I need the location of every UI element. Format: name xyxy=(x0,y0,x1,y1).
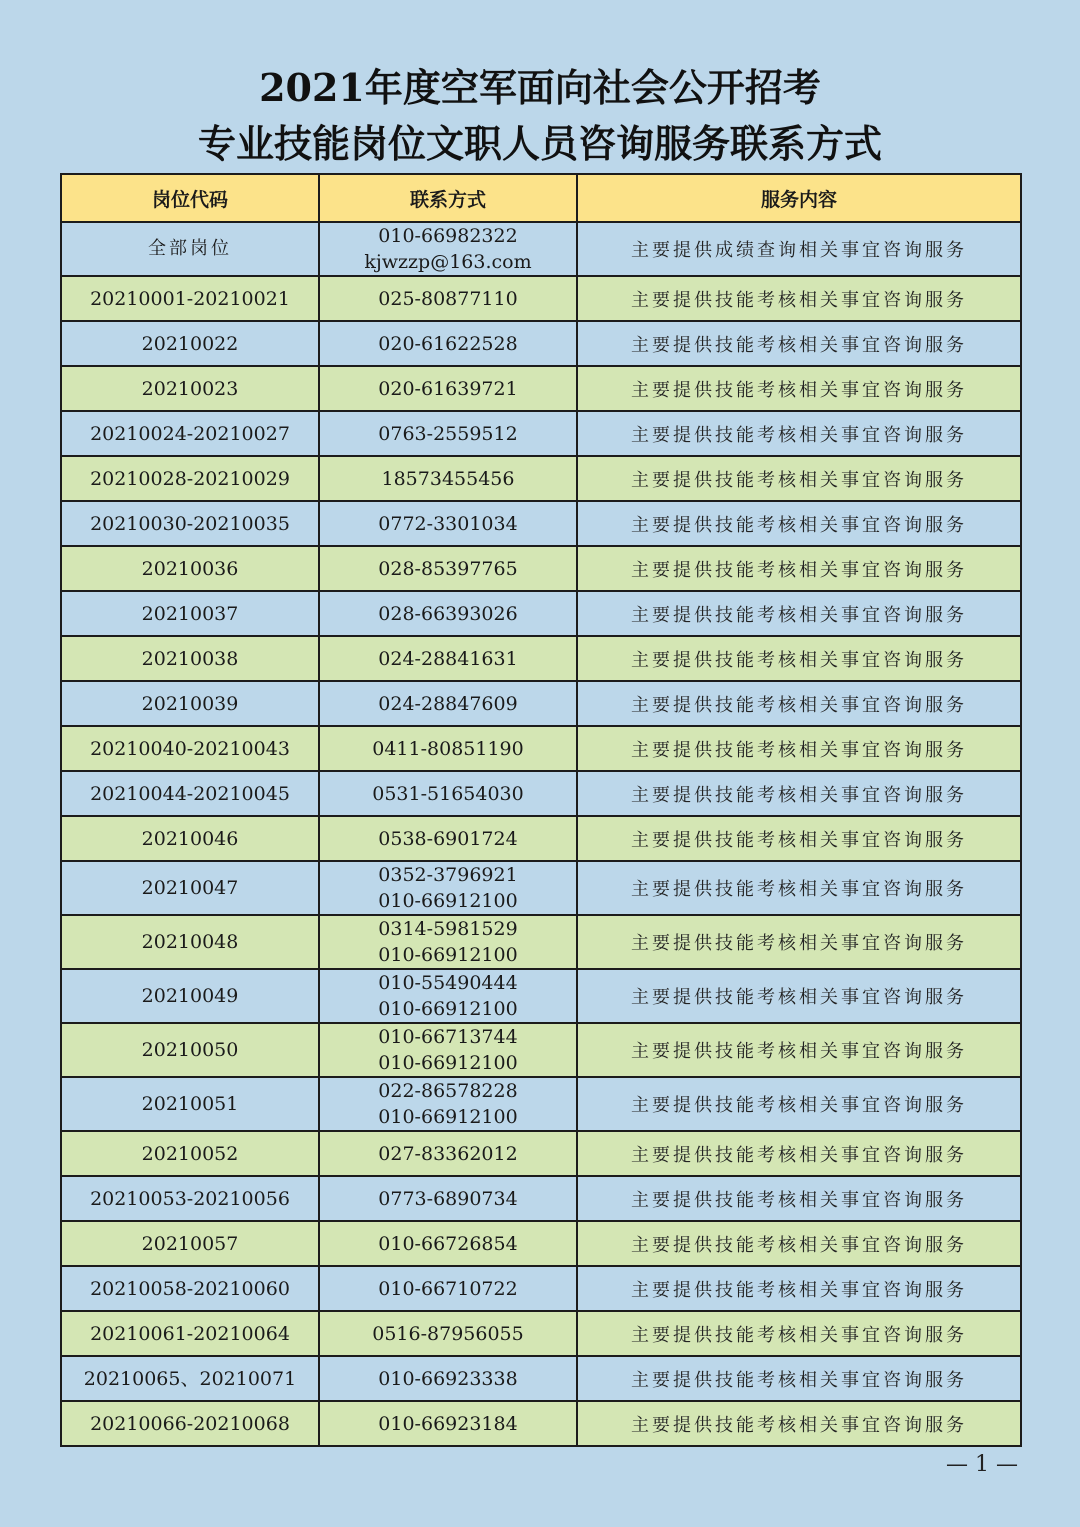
contact-phone: 024-28841631 xyxy=(378,647,518,670)
contact-cell xyxy=(319,681,577,726)
contact-cell xyxy=(319,1131,577,1176)
table-row xyxy=(61,1221,1021,1266)
contact-phone: 010-66982322 xyxy=(378,225,518,247)
contact-phone: 024-28847609 xyxy=(378,692,518,715)
contact-cell xyxy=(319,366,577,411)
table-row xyxy=(61,816,1021,861)
position-code-cell: 20210039 xyxy=(61,681,319,726)
contact-phone: 0538-6901724 xyxy=(378,827,518,850)
position-code-cell: 20210036 xyxy=(61,546,319,591)
contact-cell xyxy=(319,1176,577,1221)
table-row xyxy=(61,1077,1021,1131)
position-code-cell: 20210052 xyxy=(61,1131,319,1176)
table-row xyxy=(61,681,1021,726)
service-cell: 主要提供技能考核相关事宜咨询服务 xyxy=(577,771,1021,816)
table-row xyxy=(61,591,1021,636)
service-cell: 主要提供技能考核相关事宜咨询服务 xyxy=(577,1077,1021,1131)
contact-phone: 027-83362012 xyxy=(378,1142,518,1165)
contact-phone: 010-66912100 xyxy=(378,1106,518,1128)
table-row xyxy=(61,915,1021,969)
service-cell: 主要提供技能考核相关事宜咨询服务 xyxy=(577,816,1021,861)
contact-phone: 0773-6890734 xyxy=(378,1187,518,1210)
contact-phone: 010-66912100 xyxy=(378,944,518,966)
service-cell: 主要提供技能考核相关事宜咨询服务 xyxy=(577,636,1021,681)
position-code-cell: 20210030-20210035 xyxy=(61,501,319,546)
position-code-cell: 20210058-20210060 xyxy=(61,1266,319,1311)
service-cell: 主要提供技能考核相关事宜咨询服务 xyxy=(577,591,1021,636)
header-service: 服务内容 xyxy=(577,174,1021,222)
position-code-cell: 20210065、20210071 xyxy=(61,1356,319,1401)
table-row xyxy=(61,969,1021,1023)
table-row xyxy=(61,771,1021,816)
service-cell: 主要提供技能考核相关事宜咨询服务 xyxy=(577,1176,1021,1221)
contact-cell xyxy=(319,636,577,681)
position-code-cell: 20210022 xyxy=(61,321,319,366)
table-row xyxy=(61,1311,1021,1356)
service-cell: 主要提供技能考核相关事宜咨询服务 xyxy=(577,1356,1021,1401)
table-row xyxy=(61,1176,1021,1221)
contact-phone: 18573455456 xyxy=(381,467,515,490)
contact-cell xyxy=(319,546,577,591)
table-row xyxy=(61,222,1021,276)
service-cell: 主要提供技能考核相关事宜咨询服务 xyxy=(577,1401,1021,1446)
service-cell: 主要提供技能考核相关事宜咨询服务 xyxy=(577,1266,1021,1311)
contact-cell xyxy=(319,1356,577,1401)
contact-cell xyxy=(319,591,577,636)
position-code-cell: 20210040-20210043 xyxy=(61,726,319,771)
contact-cell xyxy=(319,501,577,546)
table-row xyxy=(61,1266,1021,1311)
position-code-cell: 全部岗位 xyxy=(61,222,319,276)
contact-cell xyxy=(319,861,577,915)
contact-phone: 022-86578228 xyxy=(378,1080,518,1102)
header-position-code: 岗位代码 xyxy=(61,174,319,222)
service-cell: 主要提供技能考核相关事宜咨询服务 xyxy=(577,681,1021,726)
contact-cell xyxy=(319,1077,577,1131)
service-cell: 主要提供技能考核相关事宜咨询服务 xyxy=(577,276,1021,321)
table-row xyxy=(61,726,1021,771)
service-cell: 主要提供技能考核相关事宜咨询服务 xyxy=(577,1311,1021,1356)
position-code-cell: 20210037 xyxy=(61,591,319,636)
service-cell: 主要提供技能考核相关事宜咨询服务 xyxy=(577,456,1021,501)
table-row xyxy=(61,321,1021,366)
contact-phone: 010-66710722 xyxy=(378,1277,518,1300)
service-cell: 主要提供成绩查询相关事宜咨询服务 xyxy=(577,222,1021,276)
service-cell: 主要提供技能考核相关事宜咨询服务 xyxy=(577,1131,1021,1176)
service-cell: 主要提供技能考核相关事宜咨询服务 xyxy=(577,366,1021,411)
contact-phone: 0516-87956055 xyxy=(372,1322,524,1345)
contact-cell xyxy=(319,771,577,816)
page-number: — 1 — xyxy=(946,1452,1018,1477)
contact-email: kjwzzp@163.com xyxy=(364,251,532,273)
position-code-cell: 20210051 xyxy=(61,1077,319,1131)
table-row xyxy=(61,411,1021,456)
service-cell: 主要提供技能考核相关事宜咨询服务 xyxy=(577,726,1021,771)
table-body xyxy=(61,222,1021,1446)
contact-cell xyxy=(319,276,577,321)
table-row xyxy=(61,861,1021,915)
service-cell: 主要提供技能考核相关事宜咨询服务 xyxy=(577,969,1021,1023)
position-code-cell: 20210024-20210027 xyxy=(61,411,319,456)
header-contact: 联系方式 xyxy=(319,174,577,222)
contact-phone: 010-55490444 xyxy=(378,972,518,994)
contact-phone: 010-66912100 xyxy=(378,998,518,1020)
contact-cell xyxy=(319,222,577,276)
position-code-cell: 20210066-20210068 xyxy=(61,1401,319,1446)
contact-phone: 010-66912100 xyxy=(378,1052,518,1074)
service-cell: 主要提供技能考核相关事宜咨询服务 xyxy=(577,861,1021,915)
position-code-cell: 20210028-20210029 xyxy=(61,456,319,501)
contact-cell xyxy=(319,1023,577,1077)
page-title xyxy=(0,60,1080,172)
position-code-cell: 20210047 xyxy=(61,861,319,915)
service-cell: 主要提供技能考核相关事宜咨询服务 xyxy=(577,321,1021,366)
title-line-1: 2021年度空军面向社会公开招考 xyxy=(259,65,821,110)
position-code-cell: 20210050 xyxy=(61,1023,319,1077)
title-line-2: 专业技能岗位文职人员咨询服务联系方式 xyxy=(197,121,882,166)
service-cell: 主要提供技能考核相关事宜咨询服务 xyxy=(577,546,1021,591)
contact-phone: 0411-80851190 xyxy=(372,737,524,760)
contact-phone: 010-66912100 xyxy=(378,890,518,912)
contact-cell xyxy=(319,969,577,1023)
table-row xyxy=(61,636,1021,681)
position-code-cell: 20210044-20210045 xyxy=(61,771,319,816)
contact-phone: 0352-3796921 xyxy=(378,864,518,886)
contact-phone: 010-66923184 xyxy=(378,1412,518,1435)
position-code-cell: 20210001-20210021 xyxy=(61,276,319,321)
table-row xyxy=(61,1356,1021,1401)
position-code-cell: 20210057 xyxy=(61,1221,319,1266)
contact-phone: 028-66393026 xyxy=(378,602,518,625)
contact-cell xyxy=(319,321,577,366)
contact-phone: 0314-5981529 xyxy=(378,918,518,940)
table-row xyxy=(61,1023,1021,1077)
contact-cell xyxy=(319,1311,577,1356)
contact-cell xyxy=(319,816,577,861)
position-code-cell: 20210038 xyxy=(61,636,319,681)
service-cell: 主要提供技能考核相关事宜咨询服务 xyxy=(577,1221,1021,1266)
table-row xyxy=(61,366,1021,411)
table-row xyxy=(61,456,1021,501)
contact-cell xyxy=(319,1221,577,1266)
service-cell: 主要提供技能考核相关事宜咨询服务 xyxy=(577,915,1021,969)
contact-phone: 020-61639721 xyxy=(378,377,518,400)
table-row xyxy=(61,501,1021,546)
position-code-cell: 20210046 xyxy=(61,816,319,861)
table-row xyxy=(61,1401,1021,1446)
contact-phone: 025-80877110 xyxy=(378,287,518,310)
position-code-cell: 20210048 xyxy=(61,915,319,969)
contact-phone: 0531-51654030 xyxy=(372,782,524,805)
contact-cell xyxy=(319,726,577,771)
service-cell: 主要提供技能考核相关事宜咨询服务 xyxy=(577,501,1021,546)
contact-cell xyxy=(319,915,577,969)
contact-phone: 020-61622528 xyxy=(378,332,518,355)
contact-phone: 0772-3301034 xyxy=(378,512,518,535)
contact-cell xyxy=(319,411,577,456)
contact-phone: 010-66923338 xyxy=(378,1367,518,1390)
contact-phone: 010-66726854 xyxy=(378,1232,518,1255)
table-row xyxy=(61,276,1021,321)
contact-phone: 0763-2559512 xyxy=(378,422,518,445)
service-cell: 主要提供技能考核相关事宜咨询服务 xyxy=(577,411,1021,456)
position-code-cell: 20210023 xyxy=(61,366,319,411)
table-row xyxy=(61,1131,1021,1176)
position-code-cell: 20210053-20210056 xyxy=(61,1176,319,1221)
contact-table xyxy=(60,173,1022,1447)
position-code-cell: 20210049 xyxy=(61,969,319,1023)
contact-phone: 028-85397765 xyxy=(378,557,518,580)
service-cell: 主要提供技能考核相关事宜咨询服务 xyxy=(577,1023,1021,1077)
contact-cell xyxy=(319,1401,577,1446)
table-row xyxy=(61,546,1021,591)
table-header-row xyxy=(61,174,1021,222)
position-code-cell: 20210061-20210064 xyxy=(61,1311,319,1356)
contact-cell xyxy=(319,1266,577,1311)
contact-phone: 010-66713744 xyxy=(378,1026,518,1048)
contact-cell xyxy=(319,456,577,501)
